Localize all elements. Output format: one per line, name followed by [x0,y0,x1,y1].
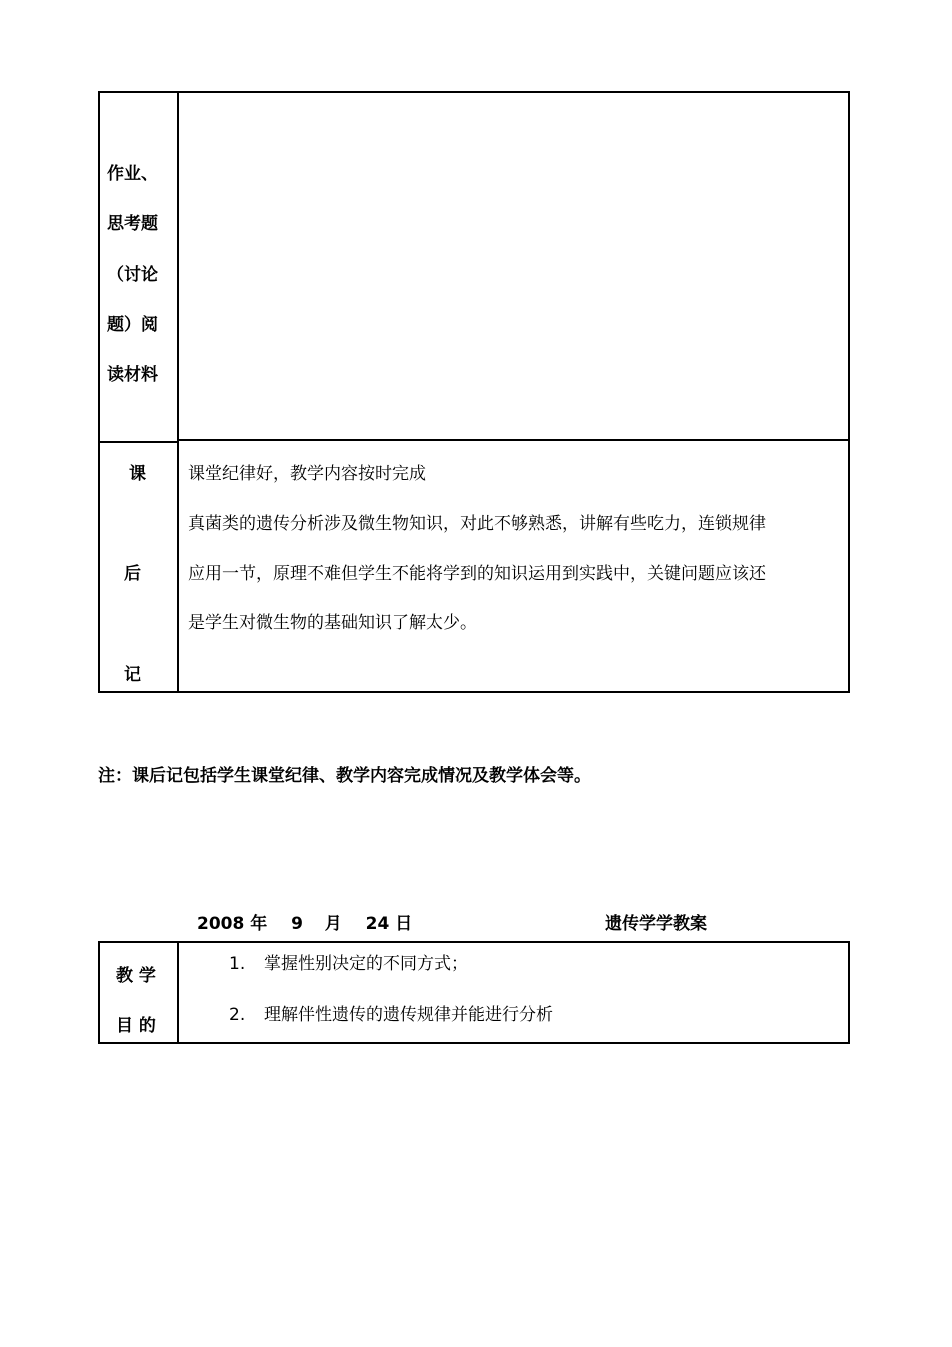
objective-1 [229,949,468,974]
objective-2 [229,1000,553,1025]
table2-column-divider [177,941,179,1044]
objectives-label-line-1: 教 学 [116,966,156,986]
table1-row-divider [177,439,850,441]
table1-row-divider-left [98,441,179,443]
date-day-unit: 日 [395,914,413,934]
lesson-plan-title: 遗传学学教案 [605,914,707,934]
afterclass-line-4: 是学生对微生物的基础知识了解太少。 [188,613,477,633]
objective-2-number: 2. [229,1005,246,1025]
footnote: 注：课后记包括学生课堂纪律、教学内容完成情况及教学体会等。 [98,766,591,786]
homework-afterclass-table [98,91,850,693]
homework-label-line-3: （讨论 [107,265,158,285]
afterclass-line-1: 课堂纪律好，教学内容按时完成 [188,464,426,484]
afterclass-line-3: 应用一节，原理不难但学生不能将学到的知识运用到实践中，关键问题应该还 [188,564,766,584]
date-month-unit: 月 [324,914,342,934]
date-year: 2008 [197,914,245,934]
afterclass-label-char-1: 课 [129,464,146,484]
afterclass-label-char-3: 记 [124,665,141,685]
afterclass-label-char-2: 后 [124,564,141,584]
objectives-label-line-2: 目 的 [116,1016,156,1036]
objective-2-text: 理解伴性遗传的遗传规律并能进行分析 [264,1005,554,1025]
lesson-date [197,909,412,934]
objectives-table [98,941,850,1044]
homework-label-line-2: 思考题 [107,214,158,234]
homework-label-line-4: 题）阅 [107,315,158,335]
objective-1-text: 掌握性别决定的不同方式； [264,954,469,974]
date-month: 9 [291,914,303,934]
table1-column-divider [177,91,179,693]
homework-label-line-5: 读材料 [107,365,158,385]
objective-1-number: 1. [229,954,246,974]
date-day: 24 [365,914,390,934]
homework-label-line-1: 作业、 [107,164,158,184]
afterclass-line-2: 真菌类的遗传分析涉及微生物知识，对此不够熟悉，讲解有些吃力，连锁规律 [188,514,766,534]
date-year-unit: 年 [250,914,268,934]
